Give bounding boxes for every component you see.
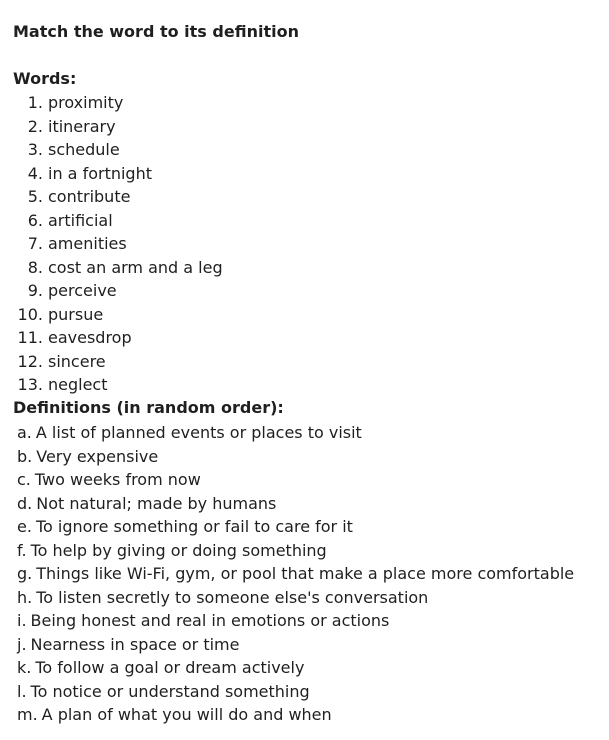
- word-number: 10.: [17, 304, 43, 324]
- definition-letter: f.: [17, 540, 27, 560]
- word-item: [13, 279, 223, 303]
- word-text: contribute: [48, 187, 131, 206]
- definition-letter: h.: [17, 587, 33, 607]
- definition-text: To help by giving or doing something: [30, 540, 327, 560]
- word-item: [13, 209, 223, 233]
- word-text: cost an arm and a leg: [48, 257, 223, 277]
- definition-letter: j.: [17, 634, 27, 654]
- word-text: in a fortnight: [48, 163, 152, 183]
- word-text: sincere: [48, 351, 106, 371]
- page-title: Match the word to its definition: [13, 22, 299, 41]
- definition-text: Not natural; made by humans: [36, 493, 277, 513]
- definition-item: [17, 515, 574, 539]
- definition-item: [17, 421, 574, 445]
- word-number: 6.: [27, 210, 43, 230]
- definition-item: [17, 468, 574, 492]
- word-item: [13, 326, 223, 350]
- word-item: [13, 350, 223, 374]
- definitions-list: [17, 421, 574, 727]
- word-item: [13, 185, 223, 209]
- definition-letter: c.: [17, 470, 31, 489]
- definition-letter: g.: [17, 564, 33, 583]
- word-number: 7.: [27, 234, 43, 253]
- definition-text: To follow a goal or dream actively: [35, 658, 305, 677]
- definition-letter: l.: [17, 681, 27, 701]
- definition-letter: b.: [17, 446, 33, 466]
- definition-item: [17, 586, 574, 610]
- definition-text: To notice or understand something: [30, 681, 310, 701]
- word-text: proximity: [48, 93, 124, 112]
- word-text: eavesdrop: [48, 328, 132, 347]
- definition-text: A plan of what you will do and when: [41, 705, 332, 724]
- word-text: neglect: [48, 375, 108, 394]
- definition-text: To listen secretly to someone else's conversation: [36, 587, 429, 607]
- word-item: [13, 91, 223, 115]
- definition-letter: e.: [17, 517, 32, 536]
- words-list: [13, 91, 223, 397]
- word-text: schedule: [48, 140, 120, 159]
- word-item: [13, 138, 223, 162]
- word-item: [13, 303, 223, 327]
- definition-item: [17, 609, 574, 633]
- word-text: artificial: [48, 210, 113, 230]
- definition-item: [17, 539, 574, 563]
- word-number: 11.: [17, 328, 43, 347]
- definition-letter: a.: [17, 423, 32, 442]
- definitions-heading: Definitions (in random order):: [13, 398, 284, 417]
- word-text: perceive: [48, 281, 117, 300]
- definition-text: Two weeks from now: [34, 470, 201, 489]
- definition-item: [17, 680, 574, 704]
- word-item: [13, 115, 223, 139]
- definition-text: Being honest and real in emotions or actions: [30, 611, 390, 630]
- definition-text: Things like Wi-Fi, gym, or pool that make a place more comfortable: [36, 564, 575, 583]
- word-item: [13, 162, 223, 186]
- definition-text: Nearness in space or time: [30, 634, 240, 654]
- word-text: amenities: [48, 234, 127, 253]
- word-item: [13, 232, 223, 256]
- definition-item: [17, 445, 574, 469]
- definition-item: [17, 633, 574, 657]
- word-item: [13, 373, 223, 397]
- word-number: 9.: [27, 281, 43, 300]
- word-item: [13, 256, 223, 280]
- word-number: 8.: [27, 257, 43, 277]
- definition-text: A list of planned events or places to visit: [35, 423, 362, 442]
- definition-item: [17, 703, 574, 727]
- word-text: pursue: [48, 304, 104, 324]
- definition-item: [17, 562, 574, 586]
- word-number: 2.: [27, 116, 43, 136]
- definition-letter: i.: [17, 611, 27, 630]
- definition-text: Very expensive: [36, 446, 159, 466]
- words-heading: Words:: [13, 69, 77, 88]
- word-number: 4.: [27, 163, 43, 183]
- definition-text: To ignore something or fail to care for it: [35, 517, 353, 536]
- word-text: itinerary: [48, 116, 116, 136]
- definition-item: [17, 492, 574, 516]
- definition-letter: k.: [17, 658, 32, 677]
- word-number: 5.: [27, 187, 43, 206]
- definition-letter: d.: [17, 493, 33, 513]
- word-number: 12.: [17, 351, 43, 371]
- definition-letter: m.: [17, 705, 38, 724]
- word-number: 3.: [27, 140, 43, 159]
- definition-item: [17, 656, 574, 680]
- word-number: 1.: [27, 93, 43, 112]
- word-number: 13.: [17, 375, 43, 394]
